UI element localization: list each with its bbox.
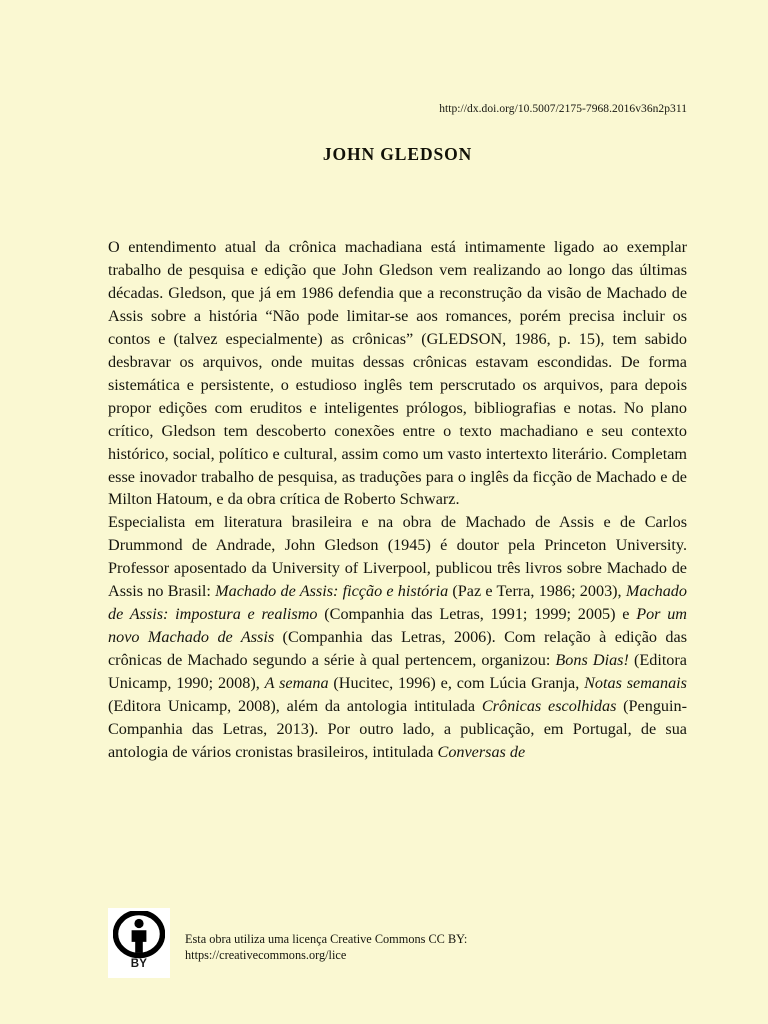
license-statement [185, 932, 615, 963]
article-body [108, 236, 687, 764]
license-line-one: Esta obra utiliza uma licença Creative Commons CC BY: [185, 932, 468, 946]
page-title: JOHN GLEDSON [322, 144, 473, 164]
license-url[interactable]: https://creativecommons.org/lice [185, 947, 347, 962]
paragraph-one: O entendimento atual da crônica machadiana está intimamente ligado ao exemplar trabalho de pesquisa e edição que John Gledson vem realizando ao longo das últimas décadas. Gledson, que já em 1986 defendia que a reconstrução da visão de Machado de Assis sobre a história “Não pode limitar-se aos romances, porém precisa incluir os contos e (talvez especialmente) as crônicas” (GLEDSON, 1986, p. 15), tem sabido desbravar os arquivos, onde muitas dessas crônicas estavam escondidas. De forma sistemática e persistente, o estudioso inglês tem perscrutado os arquivos, para depois propor edições com eruditos e inteligentes prólogos, bibliografias e notas. No plano crítico, Gledson tem descoberto conexões entre o texto machadiano e seu contexto histórico, social, político e cultural, assim como um vasto intertexto literário. Completam esse inovador trabalho de pesquisa, as traduções para o inglês da ficção de Machado e de Milton Hatoum, e da obra crítica de Roberto Schwarz. [108, 238, 687, 509]
creative-commons-by-icon[interactable] [108, 908, 170, 978]
license-footer [108, 908, 708, 988]
paragraph-two: Especialista em literatura brasileira e na obra de Machado de Assis e de Carlos Drummond de Andrade, John Gledson (1945) é doutor pela Princeton University. Professor aposentado da University of Liverpool, publicou três livros sobre Machado de Assis no Brasil: Machado de Assis: ficção e história (Paz e Terra, 1986; 2003), Machado de Assis: impostura e realismo (Companhia das Letras, 1991; 1999; 2005) e Por um novo Machado de Assis (Companhia das Letras, 2006). Com relação à edição das crônicas de Machado segundo a série à qual pertencem, organizou: Bons Dias! (Editora Unicamp, 1990; 2008), A semana (Hucitec, 1996) e, com Lúcia Granja, Notas semanais (Editora Unicamp, 2008), além da antologia intitulada Crônicas escolhidas (Penguin-Companhia das Letras, 2013). Por outro lado, a publicação, em Portugal, de sua antologia de vários cronistas brasileiros, intitulada Conversas de [108, 513, 688, 761]
cc-by-label: BY [130, 958, 148, 970]
doi-link[interactable]: http://dx.doi.org/10.5007/2175-7968.2016v36n2p311 [439, 103, 687, 115]
